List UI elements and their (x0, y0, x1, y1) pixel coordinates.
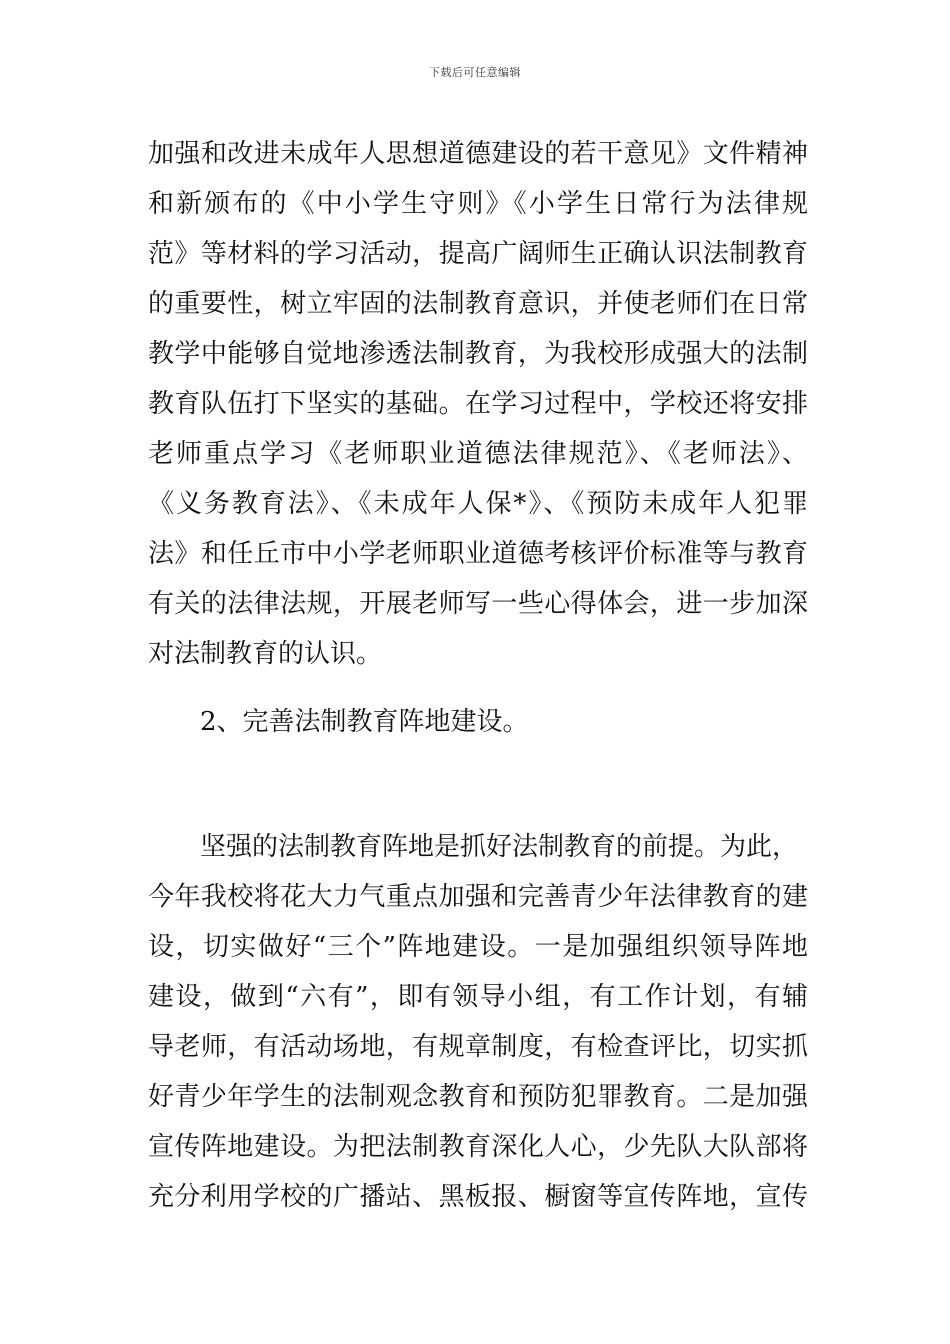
paragraph-line: 法》和任丘市中小学老师职业道德考核评价标准等与教育 (148, 539, 808, 569)
paragraph-line: 坚强的法制教育阵地是抓好法制教育的前提。为此， (200, 832, 799, 862)
paragraph-line: 设，切实做好“三个”阵地建设。一是加强组织领导阵地 (148, 932, 808, 962)
paragraph-line: 建设，做到“六有”，即有领导小组，有工作计划，有辅 (148, 982, 808, 1012)
section-heading-text: 2、完善法制教育阵地建设。 (200, 707, 529, 737)
paragraph-line: 和新颁布的《中小学生守则》《小学生日常行为法律规 (148, 189, 808, 219)
paragraph-line: 《义务教育法》、《未成年人保*》、《预防未成年人犯罪 (148, 489, 808, 519)
paragraph-line: 的重要性，树立牢固的法制教育意识，并使老师们在日常 (148, 289, 808, 319)
paragraph-line: 好青少年学生的法制观念教育和预防犯罪教育。二是加强 (148, 1082, 808, 1112)
paragraph-line: 宣传阵地建设。为把法制教育深化人心，少先队大队部将 (148, 1132, 808, 1162)
paragraph-line: 充分利用学校的广播站、黑板报、橱窗等宣传阵地，宣传 (148, 1182, 808, 1212)
paragraph-line: 加强和改进未成年人思想道德建设的若干意见》文件精神 (148, 139, 808, 169)
paragraph-line: 有关的法律法规，开展老师写一些心得体会，进一步加深 (148, 589, 808, 619)
paragraph-line: 对法制教育的认识。 (148, 639, 383, 669)
section-heading-2 (148, 697, 808, 747)
paragraph-line: 教学中能够自觉地渗透法制教育，为我校形成强大的法制 (148, 339, 808, 369)
paragraph-line: 今年我校将花大力气重点加强和完善青少年法律教育的建 (148, 882, 808, 912)
paragraph-line: 老师重点学习《老师职业道德法律规范》、《老师法》、 (148, 439, 808, 469)
paragraph-2 (148, 822, 808, 1222)
paragraph-line: 导老师，有活动场地，有规章制度，有检查评比，切实抓 (148, 1032, 808, 1062)
paragraph-1 (148, 129, 808, 679)
page-header: 下载后可任意编辑 (429, 66, 521, 79)
paragraph-line: 教育队伍打下坚实的基础。在学习过程中，学校还将安排 (148, 389, 808, 419)
paragraph-line: 范》等材料的学习活动，提高广阔师生正确认识法制教育 (148, 239, 808, 269)
